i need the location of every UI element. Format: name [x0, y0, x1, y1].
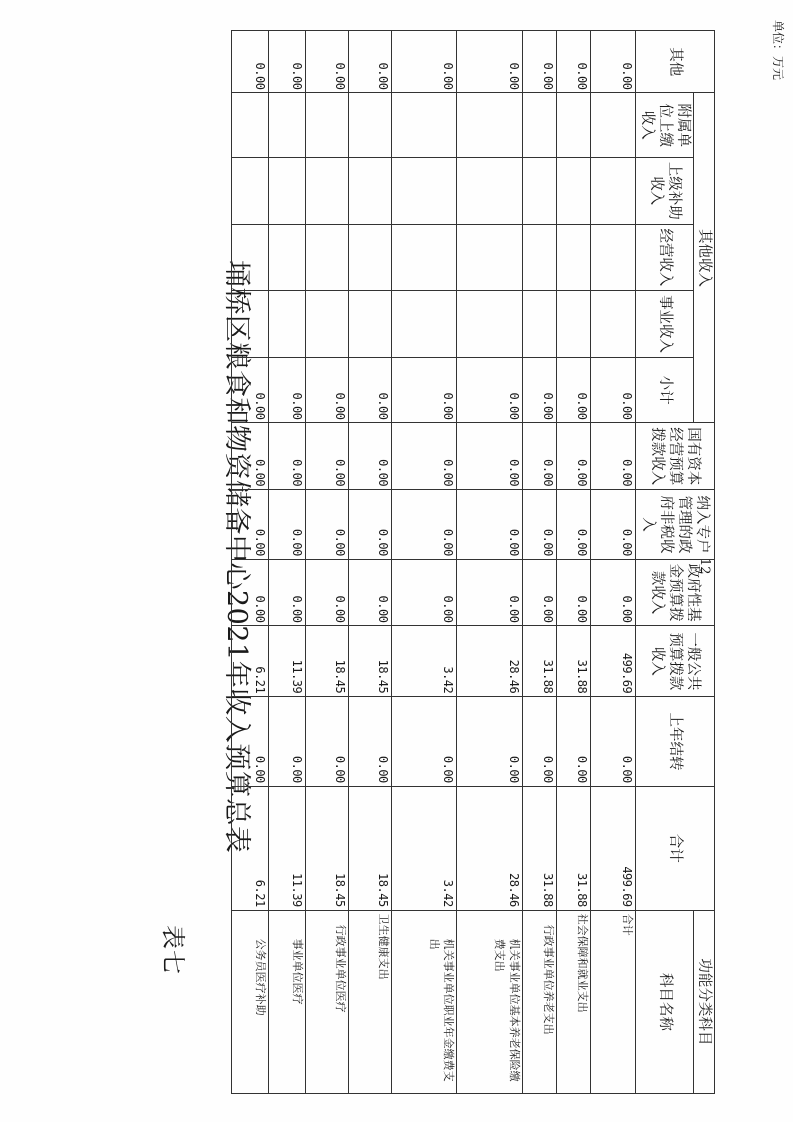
- cell-total: 6.21: [232, 786, 269, 910]
- cell-institution: [269, 291, 306, 358]
- cell-state: 0.00: [306, 423, 349, 490]
- cell-carryover: 0.00: [522, 697, 556, 787]
- header-operating-income: 经营收入: [636, 224, 693, 291]
- cell-institution: [556, 291, 590, 358]
- table-row: [590, 31, 636, 1094]
- header-other-subtotal: 小计: [636, 357, 693, 423]
- cell-total: 31.88: [556, 786, 590, 910]
- cell-other: 0.00: [306, 31, 349, 93]
- document-title: 埇桥区粮食和物资储备中心2021年收入预算总表: [221, 260, 252, 854]
- cell-state: 0.00: [590, 423, 636, 490]
- cell-operating: [306, 224, 349, 291]
- cell-institution: [348, 291, 391, 358]
- cell-fund: 0.00: [269, 559, 306, 626]
- cell-subtotal: 0.00: [391, 357, 457, 423]
- cell-total: 499.69: [590, 786, 636, 910]
- header-institution-income: 事业收入: [636, 291, 693, 358]
- cell-special: 0.00: [522, 490, 556, 560]
- header-carryover: 上年结转: [636, 697, 715, 787]
- cell-special: 0.00: [590, 490, 636, 560]
- cell-affiliated: [306, 93, 349, 158]
- table-row: [232, 31, 269, 1094]
- cell-subtotal: 0.00: [590, 357, 636, 423]
- cell-fund: 0.00: [556, 559, 590, 626]
- cell-subtotal: 0.00: [457, 357, 523, 423]
- cell-operating: [590, 224, 636, 291]
- cell-name: 机关事业单位职业年金缴费支出: [391, 910, 457, 1093]
- header-total: 合计: [636, 786, 715, 910]
- header-other: 其他: [636, 31, 715, 93]
- cell-special: 0.00: [232, 490, 269, 560]
- cell-general: 6.21: [232, 626, 269, 697]
- cell-carryover: 0.00: [556, 697, 590, 787]
- cell-other: 0.00: [391, 31, 457, 93]
- cell-general: 3.42: [391, 626, 457, 697]
- cell-affiliated: [556, 93, 590, 158]
- table-row: [269, 31, 306, 1094]
- table-row: [522, 31, 556, 1094]
- cell-other: 0.00: [556, 31, 590, 93]
- cell-superior: [269, 158, 306, 225]
- cell-institution: [457, 291, 523, 358]
- cell-state: 0.00: [457, 423, 523, 490]
- cell-institution: [391, 291, 457, 358]
- header-special-nontax: 纳入专户管理的政府非税收入: [636, 490, 715, 560]
- cell-institution: [306, 291, 349, 358]
- cell-total: 3.42: [391, 786, 457, 910]
- cell-general: 31.88: [556, 626, 590, 697]
- cell-special: 0.00: [269, 490, 306, 560]
- table-row: [391, 31, 457, 1094]
- cell-other: 0.00: [348, 31, 391, 93]
- header-state-capital: 国有资本经营预算拨款收入: [636, 423, 715, 490]
- table-body: [232, 31, 637, 1094]
- cell-special: 0.00: [391, 490, 457, 560]
- cell-institution: [522, 291, 556, 358]
- cell-subtotal: 0.00: [522, 357, 556, 423]
- header-superior-subsidy: 上级补助收入: [636, 158, 693, 225]
- cell-affiliated: [457, 93, 523, 158]
- cell-state: 0.00: [348, 423, 391, 490]
- cell-carryover: 0.00: [269, 697, 306, 787]
- cell-fund: 0.00: [391, 559, 457, 626]
- cell-total: 18.45: [306, 786, 349, 910]
- cell-fund: 0.00: [457, 559, 523, 626]
- cell-operating: [232, 224, 269, 291]
- cell-institution: [590, 291, 636, 358]
- cell-other: 0.00: [457, 31, 523, 93]
- cell-subtotal: 0.00: [348, 357, 391, 423]
- cell-affiliated: [391, 93, 457, 158]
- cell-carryover: 0.00: [348, 697, 391, 787]
- cell-total: 18.45: [348, 786, 391, 910]
- header-fund-budget: 政府性基金预算拨款收入: [636, 559, 715, 626]
- cell-fund: 0.00: [590, 559, 636, 626]
- cell-operating: [556, 224, 590, 291]
- cell-state: 0.00: [269, 423, 306, 490]
- cell-fund: 0.00: [306, 559, 349, 626]
- cell-name: 合计: [590, 910, 636, 1093]
- cell-operating: [457, 224, 523, 291]
- cell-general: 18.45: [348, 626, 391, 697]
- cell-superior: [556, 158, 590, 225]
- cell-total: 28.46: [457, 786, 523, 910]
- cell-name: 社会保障和就业支出: [556, 910, 590, 1093]
- income-budget-table: [231, 30, 715, 1094]
- cell-name: 卫生健康支出: [348, 910, 391, 1093]
- cell-state: 0.00: [522, 423, 556, 490]
- cell-superior: [391, 158, 457, 225]
- cell-operating: [269, 224, 306, 291]
- unit-label: 单位：万元: [771, 20, 785, 81]
- cell-special: 0.00: [457, 490, 523, 560]
- cell-superior: [232, 158, 269, 225]
- cell-operating: [391, 224, 457, 291]
- cell-affiliated: [232, 93, 269, 158]
- cell-other: 0.00: [522, 31, 556, 93]
- cell-other: 0.00: [232, 31, 269, 93]
- cell-carryover: 0.00: [232, 697, 269, 787]
- cell-special: 0.00: [348, 490, 391, 560]
- cell-subtotal: 0.00: [269, 357, 306, 423]
- cell-name: 行政事业单位医疗: [306, 910, 349, 1093]
- cell-superior: [522, 158, 556, 225]
- cell-operating: [348, 224, 391, 291]
- cell-fund: 0.00: [232, 559, 269, 626]
- header-name: 科目名称: [636, 910, 693, 1093]
- table-row: [348, 31, 391, 1094]
- table-row: [457, 31, 523, 1094]
- cell-general: 11.39: [269, 626, 306, 697]
- cell-name: 行政事业单位养老支出: [522, 910, 556, 1093]
- cell-affiliated: [590, 93, 636, 158]
- table-row: [306, 31, 349, 1094]
- cell-name: 公务员医疗补助: [232, 910, 269, 1093]
- cell-general: 31.88: [522, 626, 556, 697]
- document-label: 表七: [159, 925, 187, 975]
- cell-superior: [590, 158, 636, 225]
- header-function-group: 功能分类科目: [693, 910, 714, 1093]
- cell-fund: 0.00: [522, 559, 556, 626]
- cell-general: 499.69: [590, 626, 636, 697]
- cell-state: 0.00: [391, 423, 457, 490]
- cell-other: 0.00: [590, 31, 636, 93]
- cell-general: 28.46: [457, 626, 523, 697]
- cell-name: 机关事业单位基本养老保险缴费支出: [457, 910, 523, 1093]
- cell-superior: [348, 158, 391, 225]
- cell-total: 11.39: [269, 786, 306, 910]
- cell-special: 0.00: [556, 490, 590, 560]
- header-general-budget: 一般公共预算拨款收入: [636, 626, 715, 697]
- cell-fund: 0.00: [348, 559, 391, 626]
- header-affiliated-income: 附属单位上缴收入: [636, 93, 693, 158]
- cell-name: 事业单位医疗: [269, 910, 306, 1093]
- header-other-group: 其他收入: [693, 93, 714, 423]
- cell-carryover: 0.00: [590, 697, 636, 787]
- cell-subtotal: 0.00: [306, 357, 349, 423]
- cell-carryover: 0.00: [306, 697, 349, 787]
- cell-state: 0.00: [556, 423, 590, 490]
- cell-superior: [306, 158, 349, 225]
- cell-carryover: 0.00: [457, 697, 523, 787]
- cell-superior: [457, 158, 523, 225]
- cell-total: 31.88: [522, 786, 556, 910]
- cell-subtotal: 0.00: [556, 357, 590, 423]
- cell-general: 18.45: [306, 626, 349, 697]
- cell-affiliated: [269, 93, 306, 158]
- page-number: 12: [697, 558, 712, 575]
- cell-subtotal: 0.00: [232, 357, 269, 423]
- cell-special: 0.00: [306, 490, 349, 560]
- cell-institution: [232, 291, 269, 358]
- cell-state: 0.00: [232, 423, 269, 490]
- cell-other: 0.00: [269, 31, 306, 93]
- cell-affiliated: [348, 93, 391, 158]
- cell-carryover: 0.00: [391, 697, 457, 787]
- table-row: [556, 31, 590, 1094]
- cell-operating: [522, 224, 556, 291]
- cell-affiliated: [522, 93, 556, 158]
